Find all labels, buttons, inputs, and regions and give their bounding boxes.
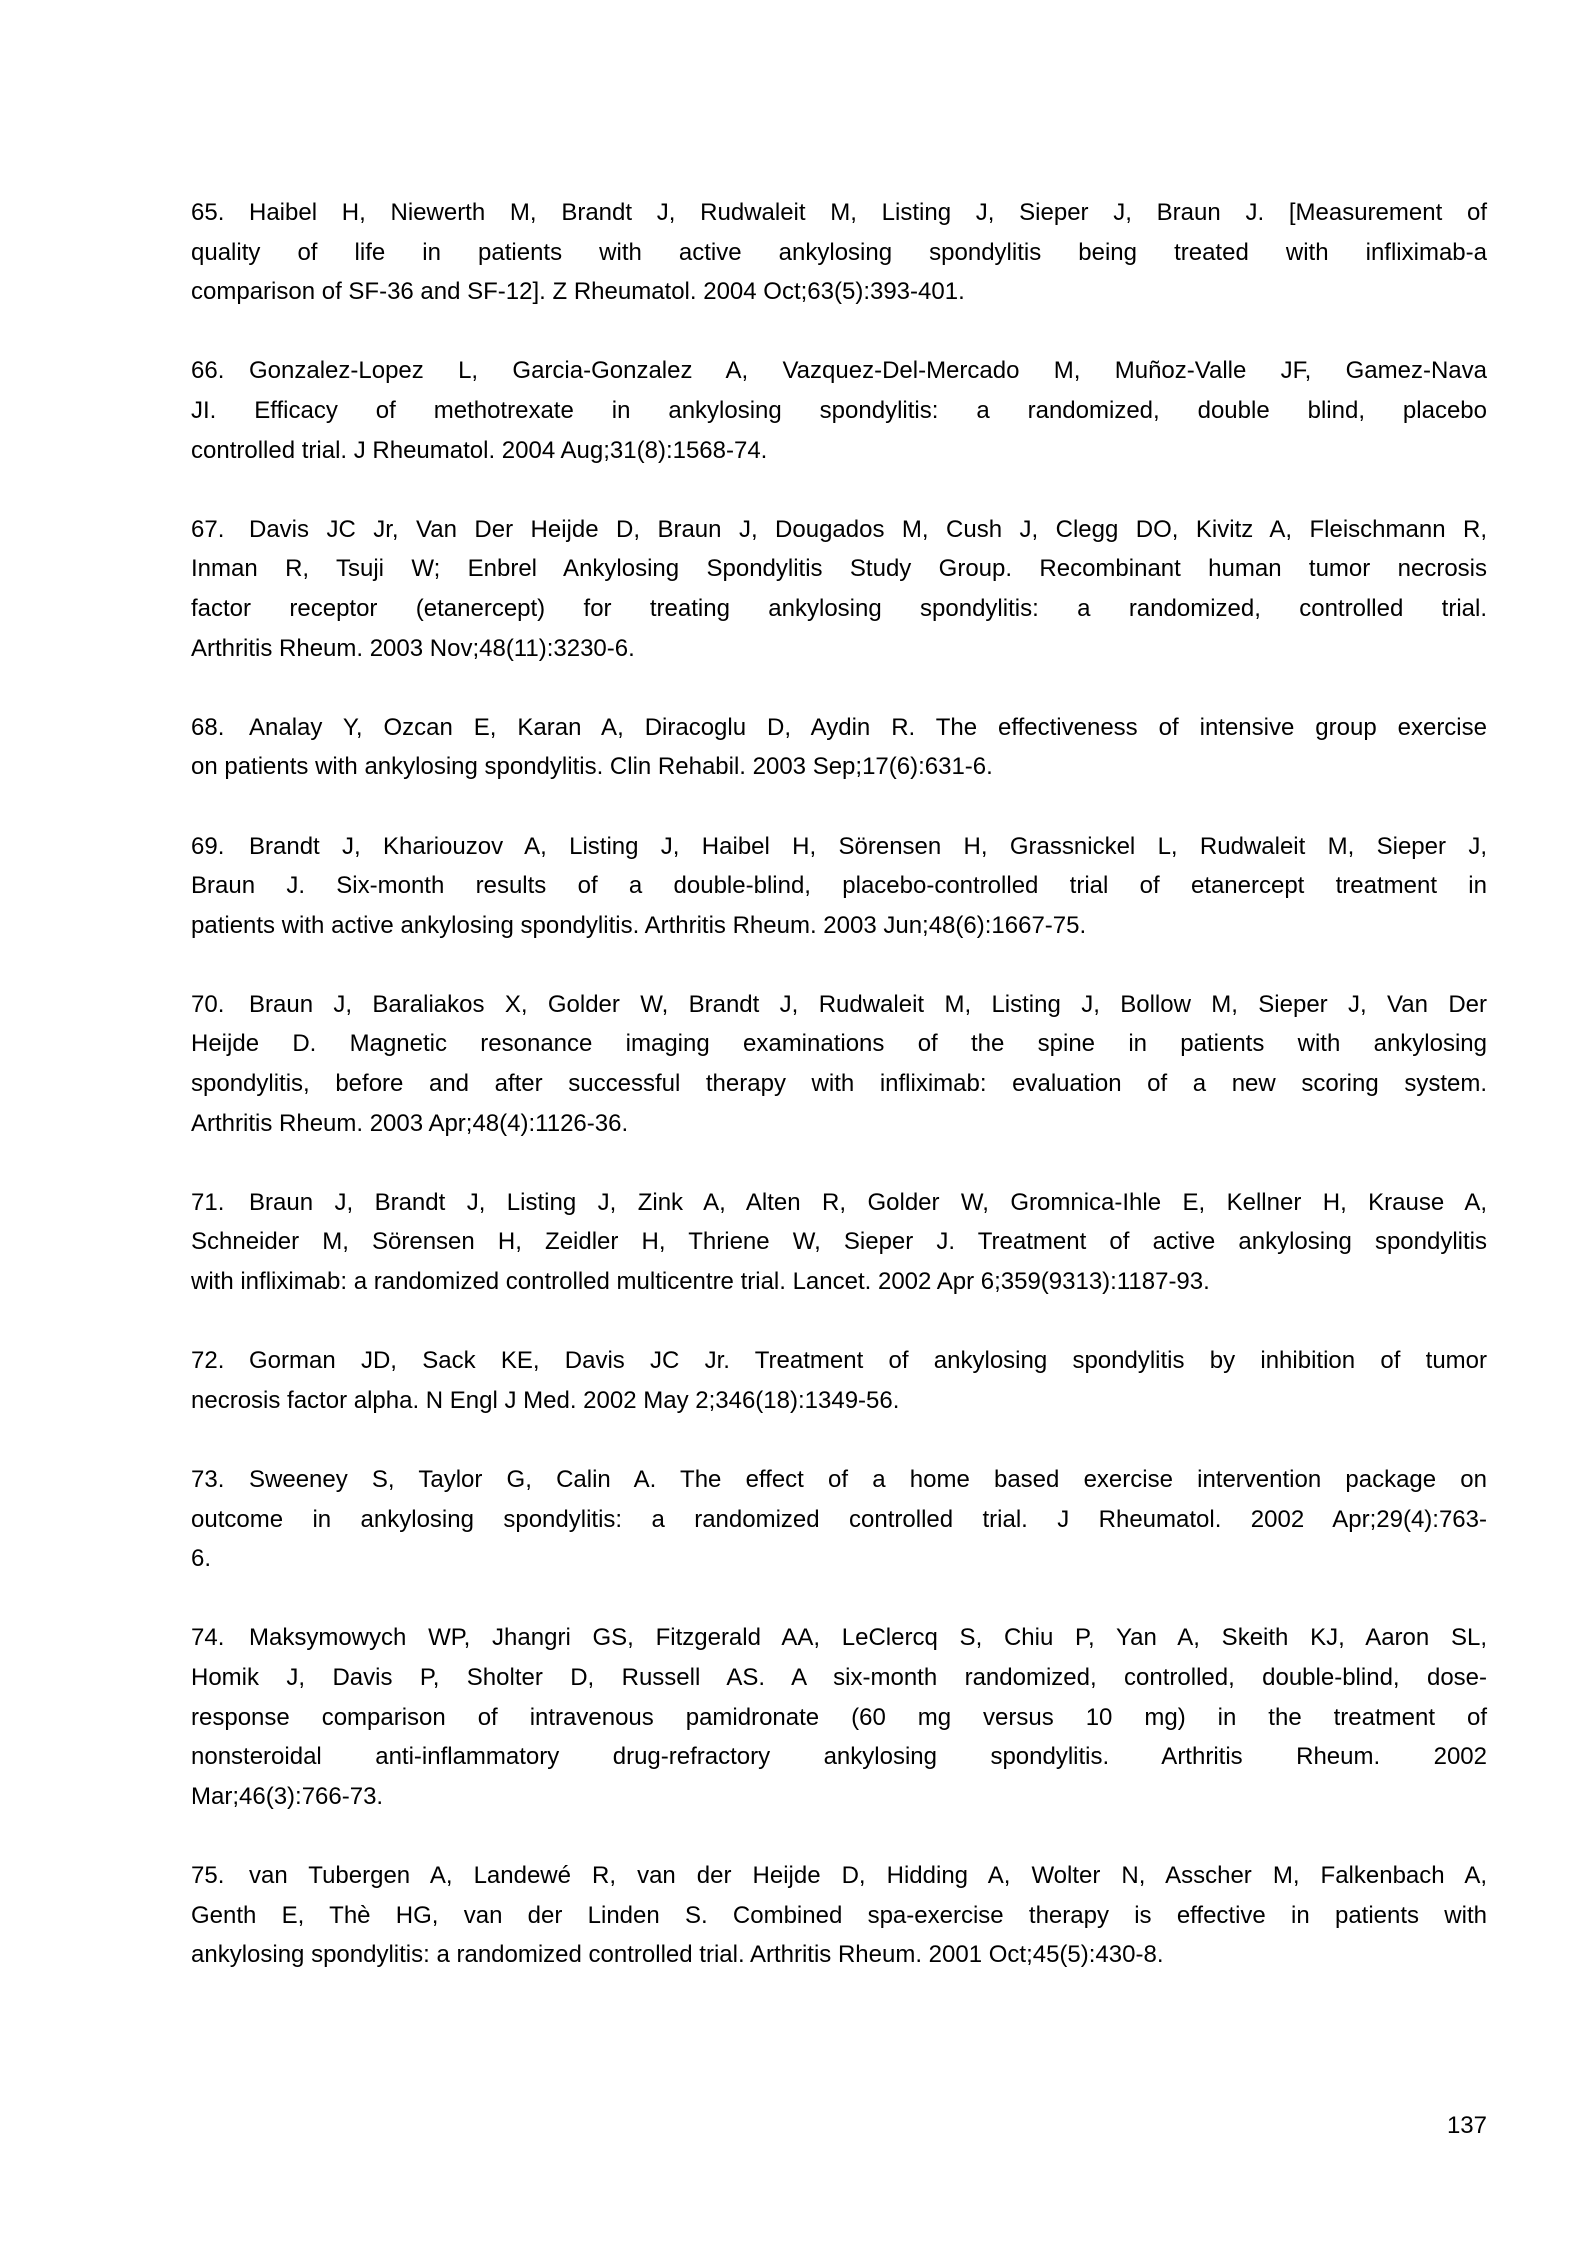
reference-line: Arthritis Rheum. 2003 Nov;48(11):3230-6. — [191, 634, 635, 662]
reference-list — [191, 193, 1487, 2014]
reference-line: spondylitis, before and after successful therapy with infliximab: evaluation of a new scoring system. — [191, 1070, 1487, 1098]
reference-number: 75. — [191, 1861, 225, 1889]
reference-line: nonsteroidal anti-inflammatory drug-refractory ankylosing spondylitis. Arthritis Rheum. 2002 — [191, 1743, 1487, 1771]
reference-line: Homik J, Davis P, Sholter D, Russell AS. A six-month randomized, controlled, double-blind, dose- — [191, 1663, 1487, 1691]
reference-line: JI. Efficacy of methotrexate in ankylosing spondylitis: a randomized, double blind, placebo — [191, 396, 1487, 424]
reference-text: Brandt J, Khariouzov A, Listing J, Haibel H, Sörensen H, Grassnickel L, Rudwaleit M, Sieper J, — [249, 832, 1487, 860]
reference-text: Braun J, Brandt J, Listing J, Zink A, Alten R, Golder W, Gromnica-Ihle E, Kellner H, Krause A, — [249, 1188, 1487, 1216]
reference-line: factor receptor (etanercept) for treating ankylosing spondylitis: a randomized, controlled trial. — [191, 594, 1487, 622]
reference-text: Gorman JD, Sack KE, Davis JC Jr. Treatment of ankylosing spondylitis by inhibition of tumor — [249, 1347, 1487, 1375]
reference-entry — [191, 510, 1487, 668]
reference-line — [191, 510, 1487, 550]
reference-number: 71. — [191, 1188, 225, 1216]
reference-line: quality of life in patients with active ankylosing spondylitis being treated with infliximab-a — [191, 238, 1487, 266]
reference-entry — [191, 708, 1487, 787]
reference-text: Sweeney S, Taylor G, Calin A. The effect of a home based exercise intervention package on — [249, 1466, 1487, 1493]
reference-line: Mar;46(3):766-73. — [191, 1782, 384, 1810]
reference-line: outcome in ankylosing spondylitis: a randomized controlled trial. J Rheumatol. 2002 Apr;29(4):763- — [191, 1505, 1487, 1533]
page-number: 137 — [1446, 2112, 1487, 2139]
reference-line — [191, 1341, 1487, 1381]
reference-number: 69. — [191, 832, 225, 860]
reference-line — [191, 827, 1487, 867]
reference-text: Davis JC Jr, Van Der Heijde D, Braun J, Dougados M, Cush J, Clegg DO, Kivitz A, Fleischmann R, — [249, 515, 1487, 543]
reference-text: Maksymowych WP, Jhangri GS, Fitzgerald AA, LeClercq S, Chiu P, Yan A, Skeith KJ, Aaron SL, — [249, 1624, 1487, 1652]
reference-entry — [191, 1341, 1487, 1420]
reference-line — [191, 1618, 1487, 1658]
reference-number: 65. — [191, 199, 225, 226]
reference-line: Arthritis Rheum. 2003 Apr;48(4):1126-36. — [191, 1109, 629, 1137]
reference-line — [191, 1856, 1487, 1896]
reference-number: 68. — [191, 713, 225, 741]
reference-line — [191, 193, 1487, 233]
reference-number: 70. — [191, 990, 225, 1018]
reference-line: Heijde D. Magnetic resonance imaging examinations of the spine in patients with ankylosing — [191, 1030, 1487, 1058]
reference-text: Analay Y, Ozcan E, Karan A, Diracoglu D, Aydin R. The effectiveness of intensive group exercise — [249, 713, 1487, 741]
reference-line: with infliximab: a randomized controlled multicentre trial. Lancet. 2002 Apr 6;359(9313):1187-93. — [191, 1268, 1210, 1296]
reference-line — [191, 708, 1487, 748]
reference-text: Braun J, Baraliakos X, Golder W, Brandt J, Rudwaleit M, Listing J, Bollow M, Sieper J, Van Der — [249, 990, 1487, 1018]
reference-entry — [191, 1856, 1487, 1975]
reference-line — [191, 351, 1487, 391]
reference-line — [191, 1460, 1487, 1500]
reference-line: Genth E, Thè HG, van der Linden S. Combined spa-exercise therapy is effective in patients with — [191, 1901, 1487, 1929]
reference-line: Schneider M, Sörensen H, Zeidler H, Thriene W, Sieper J. Treatment of active ankylosing spondylitis — [191, 1228, 1487, 1256]
reference-line — [191, 1183, 1487, 1223]
reference-entry — [191, 1183, 1487, 1302]
reference-line: Braun J. Six-month results of a double-blind, placebo-controlled trial of etanercept treatment in — [191, 872, 1487, 900]
reference-line: comparison of SF-36 and SF-12]. Z Rheumatol. 2004 Oct;63(5):393-401. — [191, 278, 965, 306]
reference-number: 67. — [191, 515, 225, 543]
reference-entry — [191, 1460, 1487, 1579]
reference-line: ankylosing spondylitis: a randomized controlled trial. Arthritis Rheum. 2001 Oct;45(5):430-8. — [191, 1941, 1164, 1969]
reference-line: patients with active ankylosing spondylitis. Arthritis Rheum. 2003 Jun;48(6):1667-75. — [191, 911, 1087, 939]
reference-entry — [191, 351, 1487, 470]
reference-line — [191, 985, 1487, 1025]
reference-line: on patients with ankylosing spondylitis. Clin Rehabil. 2003 Sep;17(6):631-6. — [191, 753, 993, 781]
reference-number: 72. — [191, 1347, 225, 1375]
reference-number: 66. — [191, 357, 225, 385]
reference-text: Gonzalez-Lopez L, Garcia-Gonzalez A, Vazquez-Del-Mercado M, Muñoz-Valle JF, Gamez-Nava — [249, 357, 1487, 385]
reference-text: van Tubergen A, Landewé R, van der Heijde D, Hidding A, Wolter N, Asscher M, Falkenbach A, — [249, 1861, 1487, 1889]
reference-line: necrosis factor alpha. N Engl J Med. 2002 May 2;346(18):1349-56. — [191, 1386, 900, 1414]
reference-entry — [191, 1618, 1487, 1816]
reference-entry — [191, 827, 1487, 946]
reference-number: 73. — [191, 1466, 225, 1493]
reference-entry — [191, 985, 1487, 1143]
reference-line: controlled trial. J Rheumatol. 2004 Aug;31(8):1568-74. — [191, 436, 768, 464]
reference-line: response comparison of intravenous pamidronate (60 mg versus 10 mg) in the treatment of — [191, 1703, 1487, 1731]
reference-number: 74. — [191, 1624, 225, 1652]
reference-line: Inman R, Tsuji W; Enbrel Ankylosing Spondylitis Study Group. Recombinant human tumor necrosis — [191, 555, 1487, 583]
reference-text: Haibel H, Niewerth M, Brandt J, Rudwaleit M, Listing J, Sieper J, Braun J. [Measurement of — [249, 199, 1487, 226]
reference-entry — [191, 193, 1487, 312]
reference-line: 6. — [191, 1545, 212, 1573]
